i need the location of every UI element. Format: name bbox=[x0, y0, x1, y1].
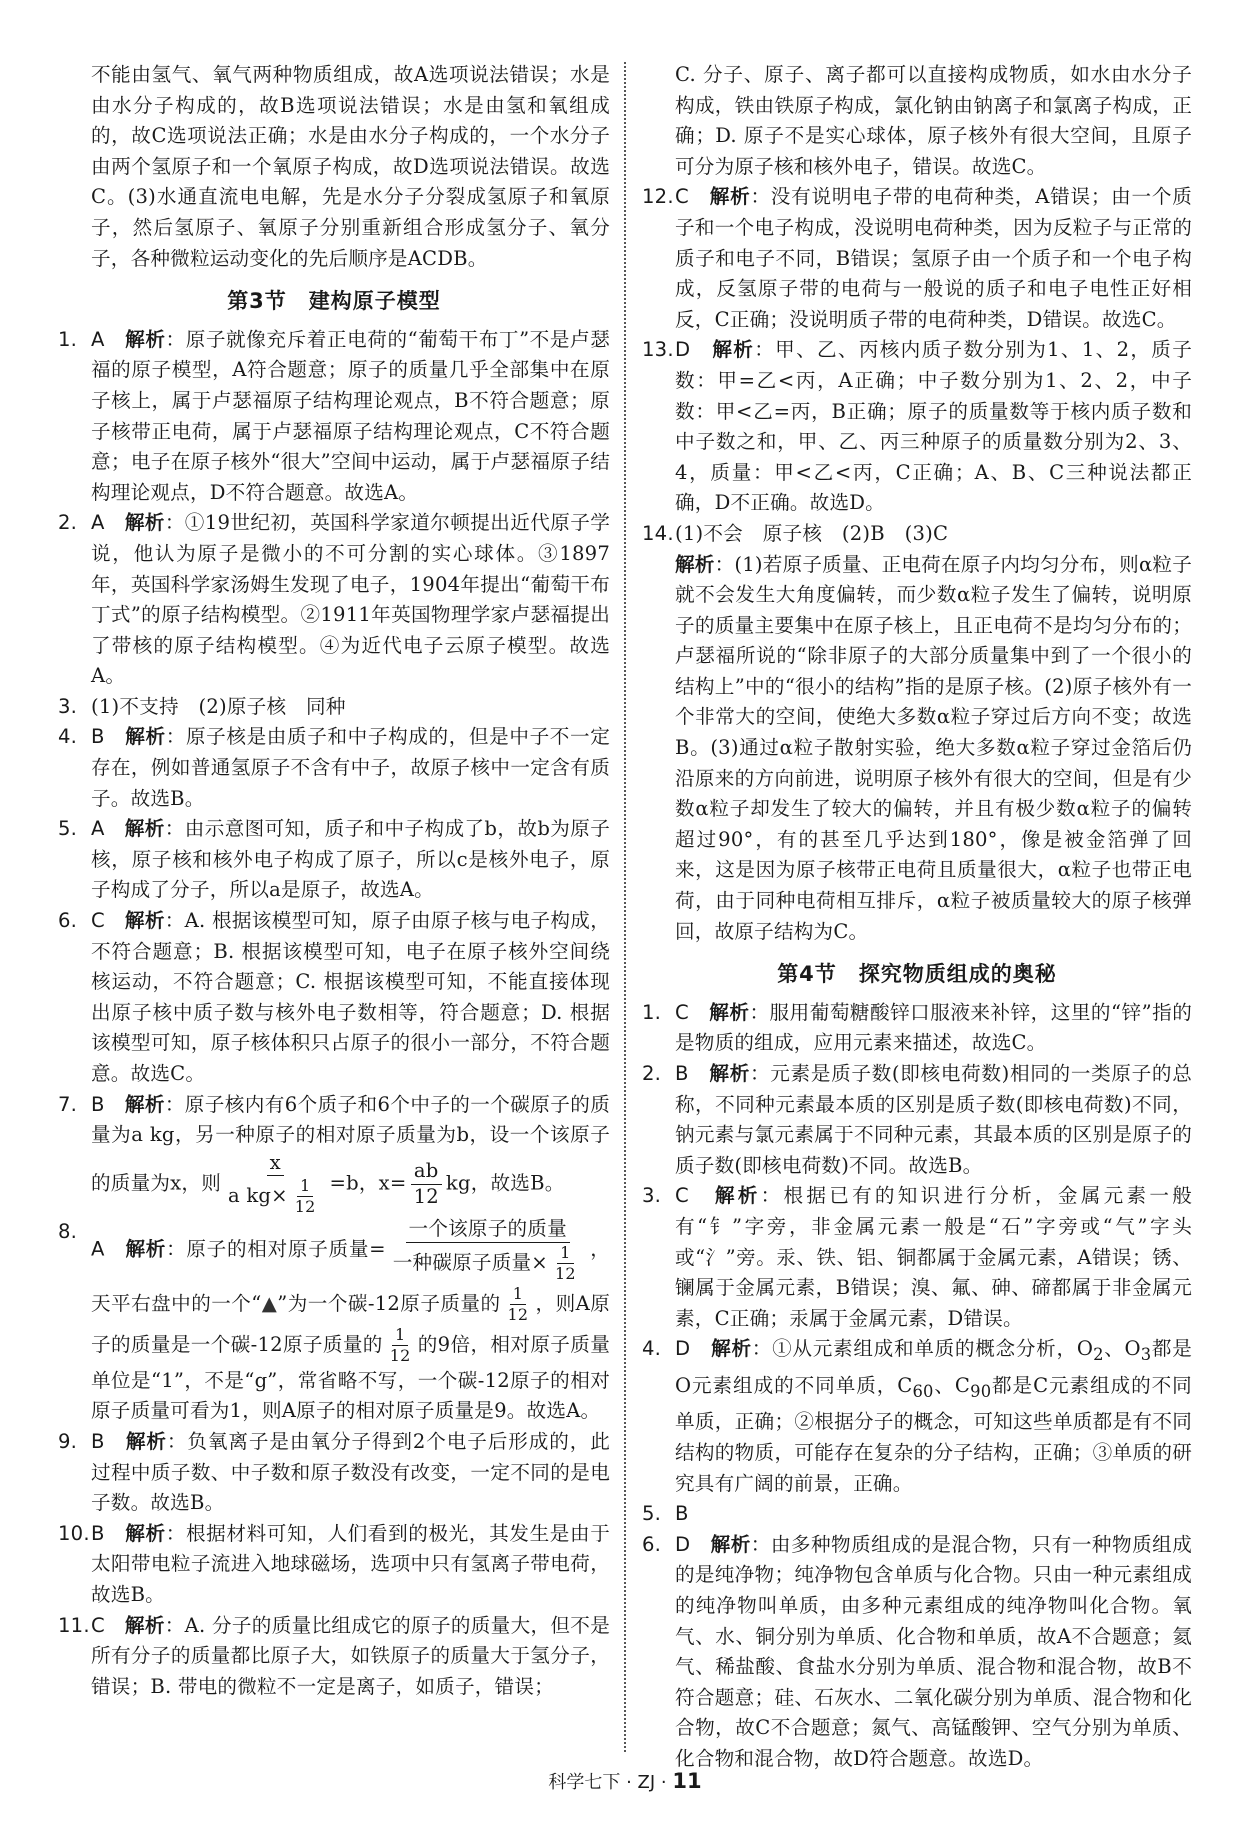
answer-item: 5. A 解析：由示意图可知，质子和中子构成了b，故b为原子核，原子核和核外电子构成了原子，所以c是核外电子，原子构成了分子，所以a是原子，故选A。 bbox=[58, 817, 611, 902]
answer-item: 4. D 解析：①从元素组成和单质的概念分析，$O_2$、$O_3$都是O元素组成的不同单质，$C_{60}$、$C_{90}$都是C元素组成的不同单质，正确；②根据分子的概念，可知这些单质都是有不同结构的物质，可能存在复杂的分子结构，正确；③单质的研究具有广阔的前景，正确。 bbox=[642, 1337, 1193, 1495]
answer-item: 11. C 解析：A. 分子的质量比组成它的原子的质量大，但不是所有分子的质量都比原子大，如铁原子的质量大于氢分子，错误；B. 带电的微粒不一定是离子，如质子，错误； bbox=[58, 1613, 611, 1698]
answer-item: 14. (1)不会 原子核 (2)B (3)C 解析：(1)若原子质量、正电荷在原子内均匀分布，则α粒子就不会发生大角度偏转，而少数α粒子发生了偏转，说明原子的质量主要集中在原子核上，且正电荷不是均匀分布的；卢瑟福所说的“除非原子的大部分质量集中到了一个很小的结构上”中的“很小的结构”指的是原子核。(2)原子核外有一个非常大的空间，使绝大多数α粒子穿过后方向不变；故选B。(3)通过α粒子散射实验，绝大多数α粒子穿过金箔后仍沿原来的方向前进，说明原子核外有很大的空间，但是有少数α粒子却发生了较大的偏转，并且有极少数α粒子的偏转超过90°，有的甚至几乎达到180°，像是被金箔弹了回来，这是因为原子核带正电荷且质量很大，α粒子也带正电荷，由于同种电荷相互排斥，α粒子被质量较大的原子核弹回，故原子结构为C。 bbox=[642, 521, 1193, 943]
footer-label: 科学七下 · ZJ · bbox=[548, 1772, 667, 1793]
answer-item: 1. C 解析：服用葡萄糖酸锌口服液来补锌，这里的“锌”指的是物质的组成，应用元素来描述，故选C。 bbox=[642, 1000, 1193, 1055]
section-title: 第3节 建构原子模型 bbox=[227, 289, 441, 314]
answer-item: 10. B 解析：根据材料可知，人们看到的极光，其发生是由于太阳带电粒子流进入地球磁场，选项中只有氢离子带电荷，故选B。 bbox=[58, 1521, 611, 1606]
fraction: x a kg× $\frac{1}{12}$ bbox=[225, 1151, 326, 1217]
fraction: $\frac{1}{12}$ bbox=[294, 1176, 316, 1217]
answer-item: 6. C 解析：A. 根据该模型可知，原子由原子核与电子构成，不符合题意；B. 根据该模型可知，电子在原子核外空间绕核运动，不符合题意；C. 根据该模型可知，不能直接体现出原子核中质子数与核外电子数相等，符合题意；D. 根据该模型可知，原子核体积只占原子的很小一部分，不符合题意。故选C。 bbox=[58, 909, 611, 1085]
answer-item: 3. (1)不支持 (2)原子核 同种 bbox=[58, 694, 346, 718]
answer-item: 6. D 解析：由多种物质组成的是混合物，只有一种物质组成的是纯净物；纯净物包含单质与化合物。只由一种元素组成的纯净物叫单质，由多种元素组成的纯净物叫化合物。氧气、水、铜分别为单质、化合物和单质，故A不合题意；氦气、稀盐酸、食盐水分别为单质、混合物和混合物，故B不符合题意；硅、石灰水、二氧化碳分别为单质、混合物和化合物，故C不合题意；氮气、高锰酸钾、空气分别为单质、化合物和混合物，故D符合题意。故选D。 bbox=[642, 1532, 1192, 1770]
answer-item: 5. B bbox=[642, 1502, 689, 1526]
page-number: 11 bbox=[672, 1769, 702, 1793]
fraction: $\frac{1}{12}$ bbox=[554, 1242, 576, 1283]
column-divider bbox=[624, 62, 626, 1752]
fraction: 一个该原子的质量 一种碳原子质量× $\frac{1}{12}$ bbox=[390, 1217, 586, 1283]
answer-item: 9. B 解析：负氧离子是由氧分子得到2个电子后形成的，此过程中质子数、中子数和原子数没有改变，一定不同的是电子数。故选B。 bbox=[58, 1429, 610, 1515]
answer-item: 2. A 解析：①19世纪初，英国科学家道尔顿提出近代原子学说，他认为原子是微小的不可分割的实心球体。③1897年，英国科学家汤姆生发现了电子，1904年提出“葡萄干布丁式”的原子结构模型。②1911年英国物理学家卢瑟福提出了带核的原子结构模型。④为近代电子云原子模型。故选A。 bbox=[58, 511, 610, 688]
fraction: $\frac{ab}{12}$ bbox=[411, 1159, 442, 1209]
answer-item: 4. B 解析：原子核是由质子和中子构成的，但是中子不一定存在，例如普通氢原子不含有中子，故原子核中一定含有质子。故选B。 bbox=[58, 725, 611, 810]
answer-item: 12. C 解析：没有说明电子带的电荷种类，A错误；由一个质子和一个电子构成，没说明电荷种类，因为反粒子与正常的质子和电子不同，B错误；氢原子由一个质子和一个电子构成，反氢原子带的电荷与一般说的质子和电子电性正好相反，C正确；没说明质子带的电荷种类，D错误。故选C。 bbox=[642, 185, 1192, 331]
answer-item: 7. B 解析：原子核内有6个质子和6个中子的一个碳原子的质量为a kg，另一种原子的相对原子质量为b，设一个该原子的质量为x，则 x a kg× $\frac{1}{12}$ =b，x= $\frac{ab}{12}$ kg，故选B。 bbox=[58, 1092, 610, 1217]
left-column bbox=[58, 60, 610, 1702]
continued-paragraph: C. 分子、原子、离子都可以直接构成物质，如水由水分子构成，铁由铁原子构成，氯化钠由钠离子和氯离子构成，正确；D. 原子不是实心球体，原子核外有很大空间，且原子可分为原子核和核外电子，错误。故选C。 bbox=[675, 63, 1192, 178]
fraction: $\frac{1}{12}$ bbox=[507, 1283, 529, 1324]
section-title: 第4节 探究物质组成的奥秘 bbox=[777, 962, 1057, 987]
fraction: $\frac{1}{12}$ bbox=[389, 1324, 411, 1365]
answer-item: 13. D 解析：甲、乙、丙核内质子数分别为1、1、2，质子数：甲=乙<丙，A正确；中子数分别为1、2、2，中子数：甲<乙=丙，B正确；原子的质量数等于核内质子数和中子数之和，甲、乙、丙三种原子的质量数分别为2、3、4，质量：甲<乙<丙，C正确；A、B、C三种说法都正确，D不正确。故选D。 bbox=[642, 338, 1193, 515]
triangle-weight-icon: ▲ bbox=[261, 1291, 278, 1315]
answer-item: 3. C 解析：根据已有的知识进行分析，金属元素一般有“钅”字旁，非金属元素一般是“石”字旁或“气”字头或“氵”旁。汞、铁、铝、铜都属于金属元素，A错误；锈、镧属于金属元素，B错误；溴、氟、砷、碲都属于非金属元素，C正确；汞属于金属元素，D错误。 bbox=[642, 1184, 1193, 1330]
answer-item: 2. B 解析：元素是质子数(即核电荷数)相同的一类原子的总称，不同种元素最本质的区别是质子数(即核电荷数)不同，钠元素与氯元素属于不同种元素，其最本质的区别是原子的质子数(即核电荷数)不同。故选B。 bbox=[642, 1062, 1192, 1177]
answer-item: 8. A 解析：原子的相对原子质量= 一个该原子的质量 一种碳原子质量× $\frac{1}{12}$ ，天平右盘中的一个“▲”为一个碳-12原子质量的 $\frac{1}{12}$ ，则A原子的质量是一个碳-12原子质量的 $\frac{1}{12}$ 的9倍，相对原子质量单位是“1”，不是“g”，常省略不写，一个碳-12原子的相对原子质量可看为1，则A原子的相对原子质量是9。故选A。 bbox=[58, 1217, 611, 1423]
page-footer bbox=[0, 1768, 1250, 1794]
right-column bbox=[642, 60, 1192, 1774]
intro-paragraph: 不能由氢气、氧气两种物质组成，故A选项说法错误；水是由水分子构成的，故B选项说法错误；水是由氢和氧组成的，故C选项说法正确；水是由水分子构成的，一个水分子由两个氢原子和一个氧原子构成，故D选项说法错误。故选C。(3)水通直流电电解，先是水分子分裂成氢原子和氧原子，然后氢原子、氧原子分别重新组合形成氢分子、氧分子，各种微粒运动变化的先后顺序是ACDB。 bbox=[91, 63, 610, 270]
answer-item: 1. A 解析：原子就像充斥着正电荷的“葡萄干布丁”不是卢瑟福的原子模型，A符合题意；原子的质量几乎全部集中在原子核上，属于卢瑟福原子结构理论观点，B不符合题意；原子核带正电荷，属于卢瑟福原子结构理论观点，C不符合题意；电子在原子核外“很大”空间中运动，属于卢瑟福原子结构理论观点，D不符合题意。故选A。 bbox=[58, 327, 611, 504]
